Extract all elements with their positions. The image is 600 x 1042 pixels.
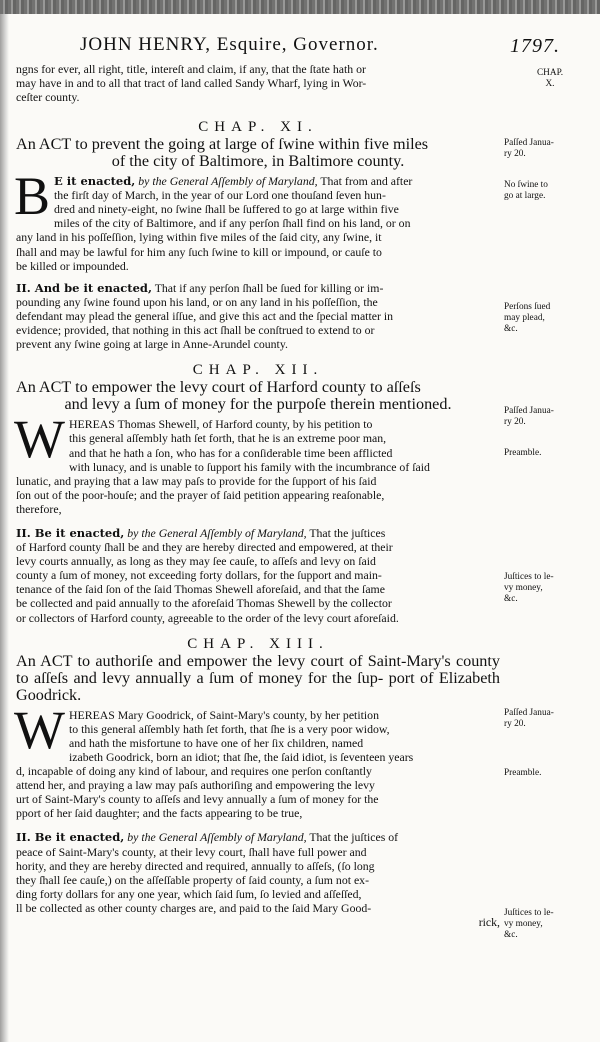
text-line: ngns for ever, all right, title, intereſt and claim, if any, that the ſtate hath or <box>16 62 366 76</box>
margin-note-line: X. <box>545 79 555 89</box>
text-line: tenance of the ſaid ſon of the ſaid Thomas Shewell aforeſaid, and that the ſame <box>16 582 385 597</box>
text-line: evidence; provided, that nothing in this act ſhall be conſtrued to extend to or <box>16 323 375 338</box>
margin-note-line: ry 20. <box>504 149 526 159</box>
text-line: be collected and paid annually to the aforeſaid Thomas Shewell by the collector <box>16 596 392 611</box>
text-line: or collectors of Harford county, agreeable to the order of the levy court aforeſaid. <box>16 610 399 625</box>
margin-note-line: vy money, <box>504 919 543 929</box>
text-line: urt of Saint-Mary's county to aſſeſs and levy annually a ſum of money for the <box>16 792 379 807</box>
running-head <box>80 34 560 57</box>
margin-note-justices <box>504 572 596 605</box>
act-title-line: port of Elizabeth Goodrick. <box>16 668 500 704</box>
text-line: HEREAS Mary Goodrick, of Saint-Mary's county, by her petition <box>68 707 379 722</box>
margin-note-line: &c. <box>504 594 518 604</box>
text-line: levy courts annually, as long as they may ſee cauſe, to aſſeſs and levy on ſaid <box>16 554 376 569</box>
text-fragment: That if any perſon ſhall be ſued for killing or im- <box>154 280 384 295</box>
chapter-heading: CHAP. XIII. <box>187 635 329 652</box>
text-line <box>16 830 500 844</box>
margin-note-line: Juſtices to le- <box>504 572 554 582</box>
text-line: ſon out of the poor-houſe; and the prayer of ſaid petition appearing reaſonable, <box>16 487 385 502</box>
act-title-line: county to aſſeſs and levy annually a ſum of money for the ſup- <box>16 651 500 687</box>
margin-note-line: Paſſed Janua- <box>504 138 554 148</box>
act-title-line: of the city of Baltimore, in Baltimore county. <box>111 152 405 171</box>
chapter-11 <box>16 120 500 351</box>
text-line: the firſt day of March, in the year of our Lord one thouſand ſeven hun- <box>54 188 386 203</box>
page-top-shadow <box>0 0 600 14</box>
section-phrase: II. Be it enacted, <box>16 830 125 845</box>
chapter-heading: CHAP. XII. <box>192 362 324 379</box>
text-line: dred and ninety-eight, no ſwine ſhall be ſuffered to go at large within five <box>54 202 399 217</box>
text-line <box>16 281 500 295</box>
enacting-authority: by the General Aſſembly of Maryland, <box>127 525 307 540</box>
text-line: be killed or impounded. <box>16 258 129 273</box>
text-line: miles of the city of Baltimore, and if any perſon ſhall find on his land, or on <box>54 216 411 231</box>
text-line: they ſhall ſee cauſe,) on the aſſeſſable property of ſaid county, a ſum not ex- <box>16 872 370 887</box>
enacting-authority: by the General Aſſembly of Maryland, <box>138 174 318 189</box>
text-line: lunatic, and praying that a law may paſs to provide for the ſupport of his ſaid <box>16 473 377 488</box>
act-title <box>16 136 500 170</box>
text-line: ding forty dollars for any one year, which ſaid ſum, ſo levied and aſſeſſed, <box>16 886 362 901</box>
act-title-line: and levy a ſum of money for the purpoſe therein mentioned. <box>64 395 452 414</box>
text-line: to this general aſſembly hath ſet forth, that ſhe is a very poor widow, <box>68 721 390 736</box>
text-fragment: That from and after <box>320 174 413 189</box>
margin-note-justices <box>504 908 596 941</box>
margin-note-line: go at large. <box>504 191 546 201</box>
margin-note-passed <box>504 138 596 160</box>
text-line: pport of her ſaid daughter; and the facts appearing to be true, <box>16 806 303 821</box>
text-line: with lunacy, and is unable to ſupport his family with the incumbrance of ſaid <box>68 459 430 474</box>
preamble <box>14 699 500 821</box>
act-title-line: An ACT to empower the levy court of Harford county to aſſeſs <box>16 378 421 397</box>
enacting-authority: by the General Aſſembly of Maryland, <box>127 830 307 845</box>
text-line: county a ſum of money, not exceeding forty dollars, for the ſupport and main- <box>16 568 382 583</box>
page-edge-shadow <box>0 14 9 1042</box>
text-line: any land in his poſſeſſion, lying within five miles of the ſaid city, any ſwine, it <box>16 230 382 245</box>
act-title <box>16 653 500 704</box>
text-line: attend her, and praying a law may paſs authoriſing and empowering the levy <box>16 778 375 793</box>
page-year: 1797. <box>510 35 560 57</box>
running-head-title: JOHN HENRY, Esquire, Governor. <box>80 34 379 55</box>
margin-note-preamble: Preamble. <box>504 448 542 458</box>
act-title-line: An ACT to authoriſe and empower the levy court of Saint-Mary's <box>16 651 451 670</box>
margin-note-passed <box>504 708 596 730</box>
drop-cap: W <box>14 699 65 760</box>
margin-note-line: CHAP. <box>536 68 564 78</box>
margin-note-chap-x <box>504 68 596 90</box>
margin-note-line: Paſſed Janua- <box>504 406 554 416</box>
margin-note-line: Paſſed Janua- <box>504 708 554 718</box>
text-line: ſhall and may be lawful for him any ſuch ſwine to kill or impound, or cauſe to <box>16 244 382 259</box>
section-2 <box>16 830 500 929</box>
text-line: d, incapable of doing any kind of labour, and requires one perſon conſtantly <box>16 764 372 779</box>
text-fragment: That the juſtices <box>309 525 386 540</box>
section-2 <box>16 281 500 351</box>
text-line: this general aſſembly hath ſet forth, that he is an extreme poor man, <box>68 431 387 446</box>
text-line: rick, <box>478 915 500 930</box>
margin-note-passed <box>504 406 596 428</box>
margin-note-line: Juſtices to le- <box>504 908 554 918</box>
margin-note-no-swine <box>504 180 596 202</box>
text-line: and hath the misfortune to have one of her ſix children, named <box>68 735 364 750</box>
enacting-phrase: E it enacted, <box>54 174 136 189</box>
drop-cap: B <box>14 166 51 227</box>
text-line: prevent any ſwine going at large in Anne-Arundel county. <box>16 337 288 352</box>
act-title-line: An ACT to prevent the going at large of ſwine within five miles <box>16 135 429 154</box>
text-line: hority, and they are hereby directed and required, annually to aſſeſs, (ſo long <box>16 858 375 873</box>
chapter-heading: CHAP. XI. <box>198 119 318 135</box>
chapter-12 <box>16 363 500 624</box>
margin-note-line: No ſwine to <box>504 180 548 190</box>
text-line: izabeth Goodrick, born an idiot; that ſhe, the ſaid idiot, is ſeventeen years <box>68 750 414 764</box>
margin-note-line: &c. <box>504 324 518 334</box>
text-line <box>16 526 500 540</box>
text-line: ceſter county. <box>16 90 80 105</box>
preamble <box>14 409 500 516</box>
section-2 <box>16 526 500 625</box>
margin-note-line: ry 20. <box>504 719 526 729</box>
text-line: peace of Saint-Mary's county, at their levy court, ſhall have full power and <box>16 844 367 859</box>
text-line: pounding any ſwine found upon his land, or on any land in his poſſeſſion, the <box>16 294 378 309</box>
enacting-clause <box>14 166 500 273</box>
drop-cap: W <box>14 409 65 470</box>
text-line: defendant may plead the general iſſue, and give this act and the ſpecial matter in <box>16 308 394 323</box>
section-phrase: II. Be it enacted, <box>16 525 125 540</box>
margin-note-line: vy money, <box>504 583 543 593</box>
text-line: therefore, <box>16 501 62 516</box>
margin-note-line: Perſons ſued <box>504 302 551 312</box>
text-line: HEREAS Thomas Shewell, of Harford county, by his petition to <box>68 417 373 432</box>
intro-text <box>16 62 500 106</box>
margin-note-persons-sued <box>504 302 596 335</box>
section-phrase: II. And be it enacted, <box>16 280 152 295</box>
text-fragment: That the juſtices of <box>309 830 399 845</box>
text-line: of Harford county ſhall be and they are hereby directed and empowered, at their <box>16 540 393 555</box>
text-line: and that he hath a ſon, who has for a conſiderable time been afflicted <box>68 445 393 460</box>
margin-note-preamble: Preamble. <box>504 768 542 778</box>
main-text-column <box>16 62 500 929</box>
margin-note-line: &c. <box>504 930 518 940</box>
act-title <box>16 379 500 413</box>
margin-note-line: may plead, <box>504 313 545 323</box>
margin-note-line: ry 20. <box>504 417 526 427</box>
chapter-13 <box>16 637 500 930</box>
text-line <box>16 174 500 188</box>
text-line: may have in and to all that tract of land called Sandy Wharf, lying in Wor- <box>16 76 367 91</box>
text-line: ll be collected as other county charges are, and paid to the ſaid Mary Good- <box>16 900 372 915</box>
